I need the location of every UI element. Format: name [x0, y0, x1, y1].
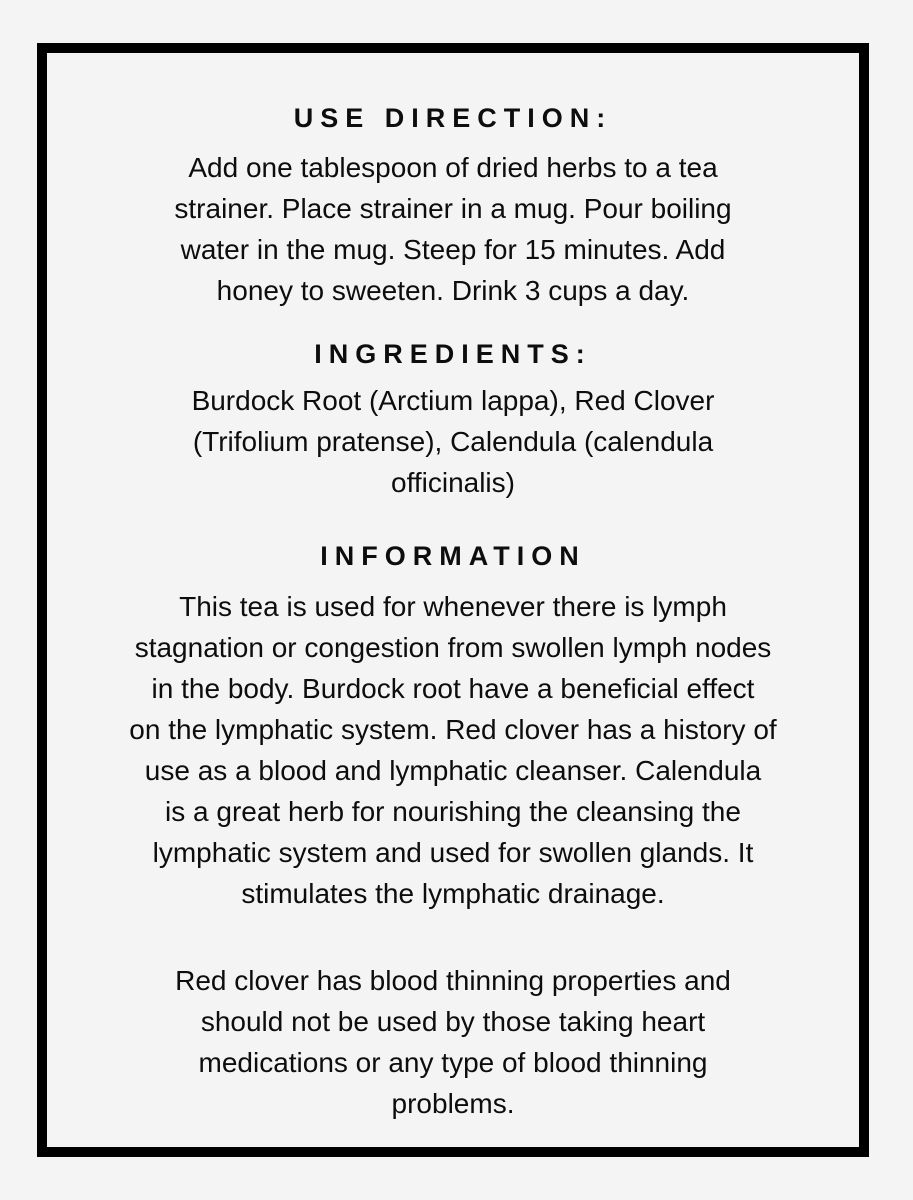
warning-text	[47, 960, 859, 1124]
text-line: use as a blood and lymphatic cleanser. Calendula	[144, 755, 762, 786]
text-line: This tea is used for whenever there is lymph	[179, 591, 727, 622]
text-line: stagnation or congestion from swollen lymph nodes	[134, 632, 772, 663]
ingredients-heading: INGREDIENTS:	[314, 339, 592, 369]
information-heading: INFORMATION	[320, 541, 586, 571]
text-line: honey to sweeten. Drink 3 cups a day.	[216, 275, 690, 306]
text-line: in the body. Burdock root have a beneficial effect	[151, 673, 755, 704]
text-line: officinalis)	[391, 467, 515, 498]
text-line: stimulates the lymphatic drainage.	[241, 878, 665, 909]
text-line: Burdock Root (Arctium lappa), Red Clover	[191, 385, 715, 416]
text-line: medications or any type of blood thinning	[198, 1047, 708, 1078]
text-line: Red clover has blood thinning properties and	[175, 965, 731, 996]
use-direction-text	[47, 147, 859, 311]
use-direction-heading: USE DIRECTION:	[293, 103, 613, 133]
text-line: problems.	[391, 1088, 515, 1119]
text-line: lymphatic system and used for swollen glands. It	[152, 837, 754, 868]
text-line: is a great herb for nourishing the cleansing the	[165, 796, 741, 827]
text-line: strainer. Place strainer in a mug. Pour boiling	[174, 193, 732, 224]
text-line: on the lymphatic system. Red clover has a history of	[129, 714, 777, 745]
ingredients-text	[47, 380, 859, 503]
text-line: (Trifolium pratense), Calendula (calendula	[192, 426, 714, 457]
information-text	[47, 586, 859, 914]
text-line: should not be used by those taking heart	[200, 1006, 706, 1037]
text-line: Add one tablespoon of dried herbs to a tea	[188, 152, 718, 183]
text-line: water in the mug. Steep for 15 minutes. Add	[180, 234, 726, 265]
